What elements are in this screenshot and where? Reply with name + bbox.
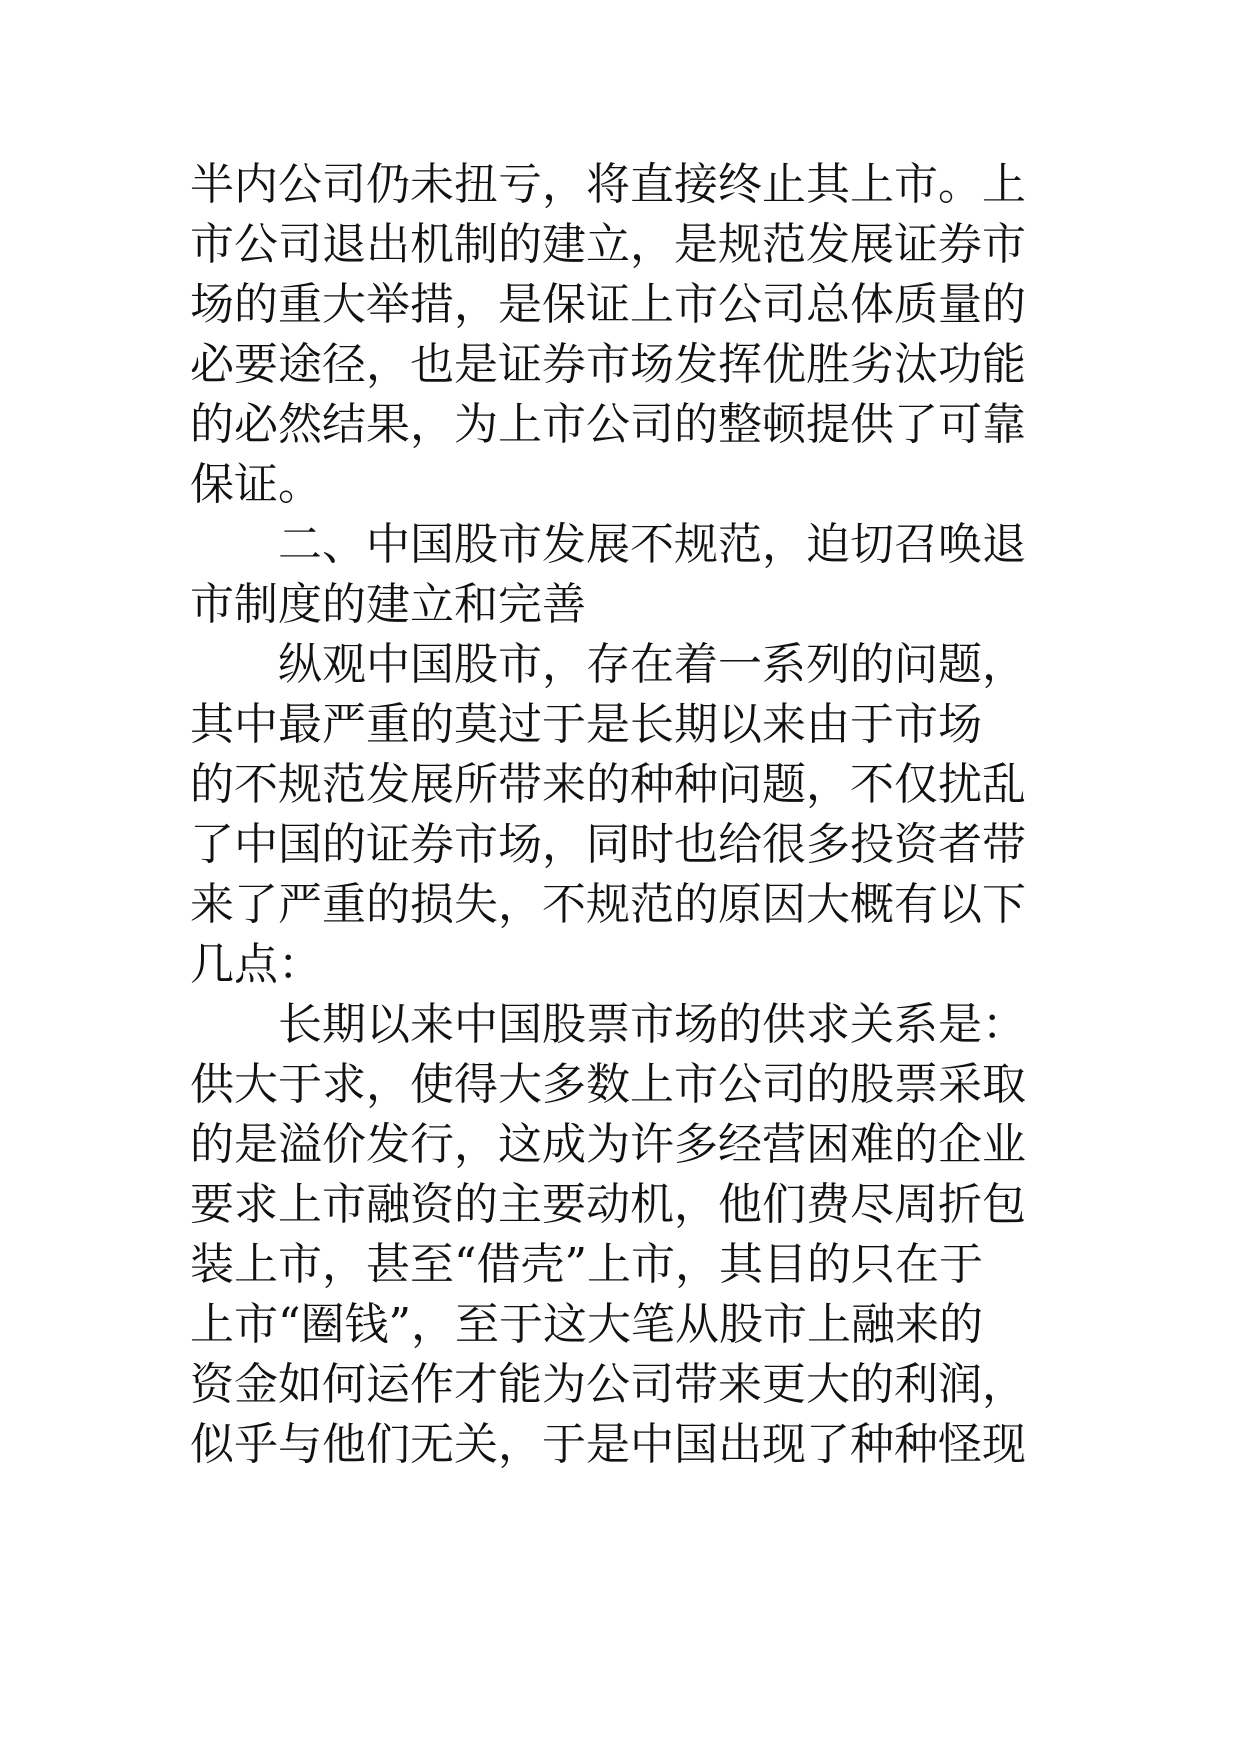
text-line: 长期以来中国股票市场的供求关系是： xyxy=(278,999,1026,1050)
text-line: 市公司退出机制的建立，是规范发展证券市 xyxy=(190,219,1026,270)
text-line: 其中最严重的莫过于是长期以来由于市场 xyxy=(190,699,982,750)
text-line: 装上市，甚至“借壳”上市，其目的只在于 xyxy=(190,1239,983,1290)
text-line: 要求上市融资的主要动机，他们费尽周折包 xyxy=(190,1179,1026,1230)
text-line: 上市“圈钱”，至于这大笔从股市上融来的 xyxy=(190,1299,983,1350)
text-line: 半内公司仍未扭亏，将直接终止其上市。上 xyxy=(190,159,1026,210)
text-line: 供大于求，使得大多数上市公司的股票采取 xyxy=(190,1059,1026,1110)
text-line: 了中国的证券市场，同时也给很多投资者带 xyxy=(190,819,1026,870)
text-line: 二、中国股市发展不规范，迫切召唤退 xyxy=(278,519,1026,570)
text-line: 似乎与他们无关，于是中国出现了种种怪现 xyxy=(190,1419,1026,1470)
text-line: 必要途径，也是证券市场发挥优胜劣汰功能 xyxy=(190,339,1026,390)
text-line: 的必然结果，为上市公司的整顿提供了可靠 xyxy=(190,399,1026,450)
text-line: 的不规范发展所带来的种种问题，不仅扰乱 xyxy=(190,759,1026,810)
text-line: 的是溢价发行，这成为许多经营困难的企业 xyxy=(190,1119,1026,1170)
document-body xyxy=(190,155,1110,1475)
text-line: 几点： xyxy=(190,939,322,990)
text-line: 资金如何运作才能为公司带来更大的利润， xyxy=(190,1359,1026,1410)
text-line: 市制度的建立和完善 xyxy=(190,579,586,630)
text-line: 来了严重的损失，不规范的原因大概有以下 xyxy=(190,879,1026,930)
text-line: 保证。 xyxy=(190,459,322,510)
text-line: 纵观中国股市，存在着一系列的问题， xyxy=(278,639,1026,690)
text-line: 场的重大举措，是保证上市公司总体质量的 xyxy=(190,279,1026,330)
